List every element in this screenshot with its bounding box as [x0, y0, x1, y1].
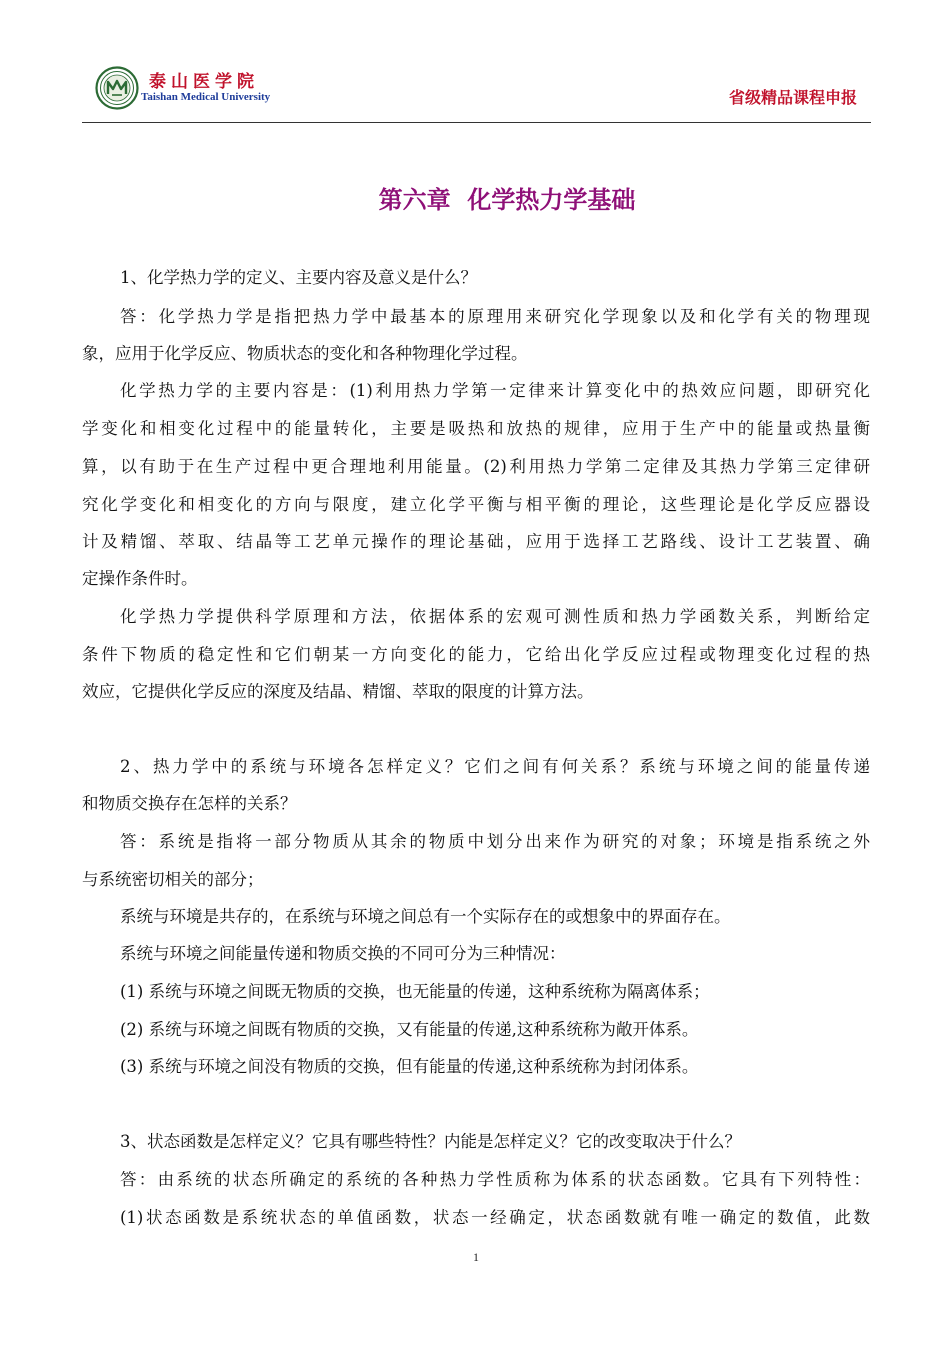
- answer-1-text-line: 定操作条件时。: [82, 569, 198, 588]
- answer-1-text-line: 学变化和相变化过程中的能量转化，主要是吸热和放热的规律，应用于生产中的能量或热量衡: [82, 419, 870, 438]
- question-2-line: 和物质交换存在怎样的关系？: [82, 794, 297, 813]
- list-item-open-system: (2) 系统与环境之间既有物质的交换，又有能量的传递,这种系统称为敞开体系。: [120, 1020, 699, 1039]
- school-name-cn: 泰山医学院: [149, 72, 259, 92]
- question-3: 3、状态函数是怎样定义？它具有哪些特性？内能是怎样定义？它的改变取决于什么？: [120, 1132, 741, 1151]
- answer-1-text-line: 化学热力学的主要内容是：(1)利用热力学第一定律来计算变化中的热效应问题，即研究化: [120, 381, 870, 400]
- answer-1-text-line: 答：化学热力学是指把热力学中最基本的原理用来研究化学现象以及和化学有关的物理现: [120, 307, 870, 326]
- answer-3-text-line: (1)状态函数是系统状态的单值函数，状态一经确定，状态函数就有唯一确定的数值，此数: [120, 1208, 870, 1227]
- answer-2-text-line: 系统与环境之间能量传递和物质交换的不同可分为三种情况：: [120, 944, 566, 963]
- answer-1-text-line: 算，以有助于在生产过程中更合理地利用能量。(2)利用热力学第二定律及其热力学第三定律研: [82, 457, 870, 476]
- answer-2-text-line: 与系统密切相关的部分；: [82, 870, 264, 889]
- answer-1-text-line: 计及精馏、萃取、结晶等工艺单元操作的理论基础，应用于选择工艺路线、设计工艺装置、确: [82, 532, 870, 551]
- answer-3-text-line: 答：由系统的状态所确定的系统的各种热力学性质称为体系的状态函数。它具有下列特性：: [120, 1170, 870, 1189]
- page-number: 1: [473, 1250, 479, 1264]
- answer-1-text-line: 化学热力学提供科学原理和方法，依据体系的宏观可测性质和热力学函数关系，判断给定: [120, 607, 870, 626]
- university-logo-icon: [95, 66, 139, 110]
- answer-1-text-line: 效应，它提供化学反应的深度及结晶、精馏、萃取的限度的计算方法。: [82, 682, 594, 701]
- course-application-label: 省级精品课程申报: [728, 88, 857, 107]
- chapter-title: 第六章 化学热力学基础: [378, 186, 636, 214]
- answer-1-text-line: 究化学变化和相变化的方向与限度，建立化学平衡与相平衡的理论，这些理论是化学反应器设: [82, 495, 870, 514]
- list-item-isolated-system: (1) 系统与环境之间既无物质的交换，也无能量的传递，这种系统称为隔离体系；: [120, 982, 710, 1001]
- question-2: 2、热力学中的系统与环境各怎样定义？它们之间有何关系？系统与环境之间的能量传递: [120, 757, 870, 776]
- answer-2-text-line: 答：系统是指将一部分物质从其余的物质中划分出来作为研究的对象；环境是指系统之外: [120, 832, 870, 851]
- school-name-en: Taishan Medical University: [141, 91, 271, 103]
- list-item-closed-system: (3) 系统与环境之间没有物质的交换，但有能量的传递,这种系统称为封闭体系。: [120, 1057, 699, 1076]
- answer-2-text-line: 系统与环境是共存的，在系统与环境之间总有一个实际存在的或想象中的界面存在。: [120, 907, 731, 926]
- question-1: 1、化学热力学的定义、主要内容及意义是什么？: [120, 268, 477, 287]
- answer-1-text-line: 条件下物质的稳定性和它们朝某一方向变化的能力，它给出化学反应过程或物理变化过程的热: [82, 645, 870, 664]
- answer-1-text-line: 象，应用于化学反应、物质状态的变化和各种物理化学过程。: [82, 344, 528, 363]
- page-header: [82, 60, 871, 123]
